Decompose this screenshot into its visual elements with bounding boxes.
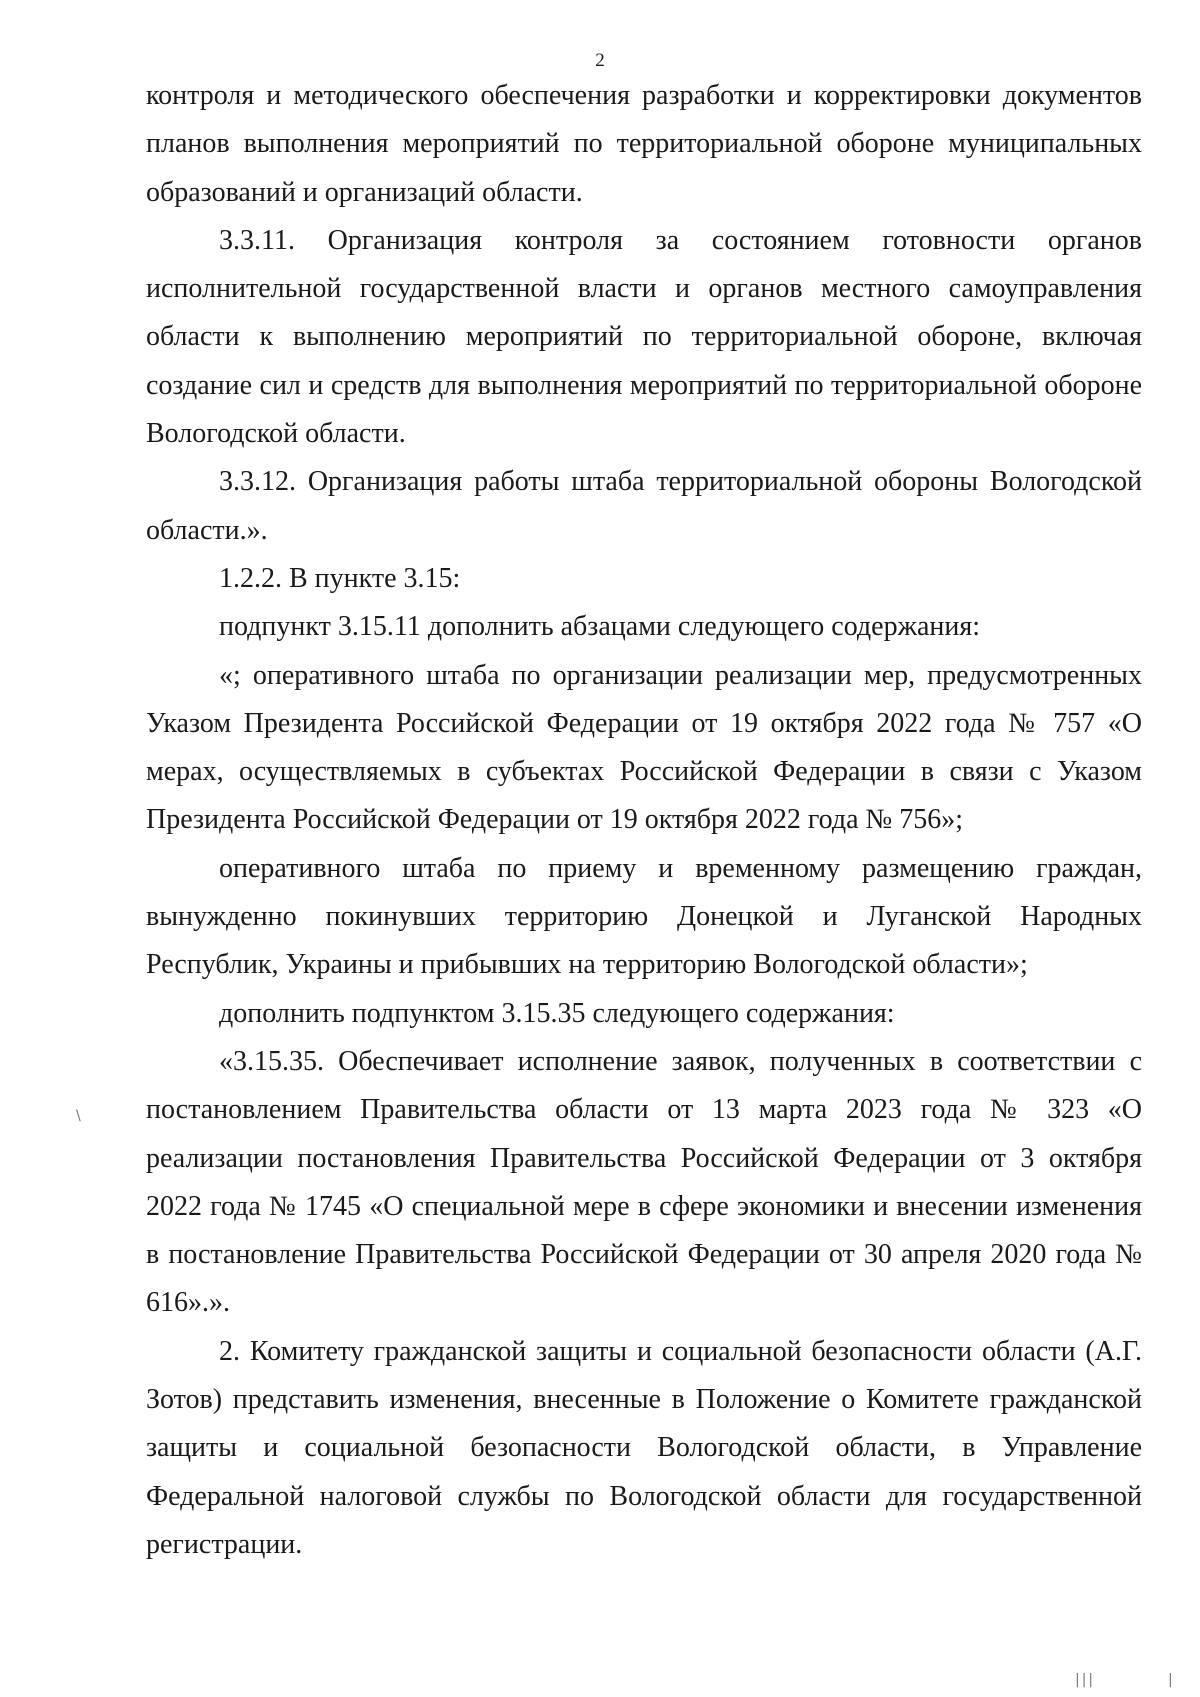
paragraph-3-15-35: «3.15.35. Обеспечивает исполнение заявок, полученных в соответствии с постановлением Правительства области от 13 марта 2023 года № 323 «О реализации постановления Правительства Российской Федерации от 3 октября 2022 года № 1745 «О специальной мере в сфере экономики и внесении изменения в постановление Правительства Российской Федерации от 30 апреля 2020 года № 616».».	[146, 1045, 1142, 1319]
paragraph-1-2-2: 1.2.2. В пункте 3.15:	[219, 562, 461, 594]
page-number: 2	[595, 50, 605, 71]
scan-artifact-mark: |	[1168, 1672, 1173, 1688]
scan-artifact-mark: \	[76, 1108, 81, 1124]
paragraph-add-3-15-35: дополнить подпунктом 3.15.35 следующего содержания:	[219, 997, 895, 1029]
scan-artifact-mark: |||	[1075, 1672, 1096, 1688]
paragraph-continuation: контроля и методического обеспечения разработки и корректировки документов планов выполнения мероприятий по территориальной обороне муниципальных образований и организаций области.	[146, 80, 1142, 208]
paragraph-item-2: 2. Комитету гражданской защиты и социальной безопасности области (А.Г. Зотов) представить изменения, внесенные в Положение о Комитете гражданской защиты и социальной безопасности Вологодской области, в Управление Федеральной налоговой службы по Вологодской области для государственной регистрации.	[146, 1335, 1142, 1560]
paragraph-3-3-12: 3.3.12. Организация работы штаба территориальной обороны Вологодской области.».	[146, 466, 1142, 546]
paragraph-quote-operational-staff: «; оперативного штаба по организации реализации мер, предусмотренных Указом Президента Российской Федерации от 19 октября 2022 года № 757 «О мерах, осуществляемых в субъектах Российской Федерации в связи с Указом Президента Российской Федерации от 19 октября 2022 года № 756»;	[146, 659, 1142, 836]
paragraph-3-3-11: 3.3.11. Организация контроля за состоянием готовности органов исполнительной государственной власти и органов местного самоуправления области к выполнению мероприятий по территориальной обороне, включая создание сил и средств для выполнения мероприятий по территориальной обороне Вологодской области.	[146, 224, 1142, 450]
paragraph-operational-staff-refugees: оперативного штаба по приему и временному размещению граждан, вынужденно покинувших территорию Донецкой и Луганской Народных Республик, Украины и прибывших на территорию Вологодской области»;	[146, 852, 1142, 981]
document-body	[146, 72, 1142, 1569]
paragraph-subpoint-3-15-11: подпункт 3.15.11 дополнить абзацами следующего содержания:	[219, 611, 981, 643]
